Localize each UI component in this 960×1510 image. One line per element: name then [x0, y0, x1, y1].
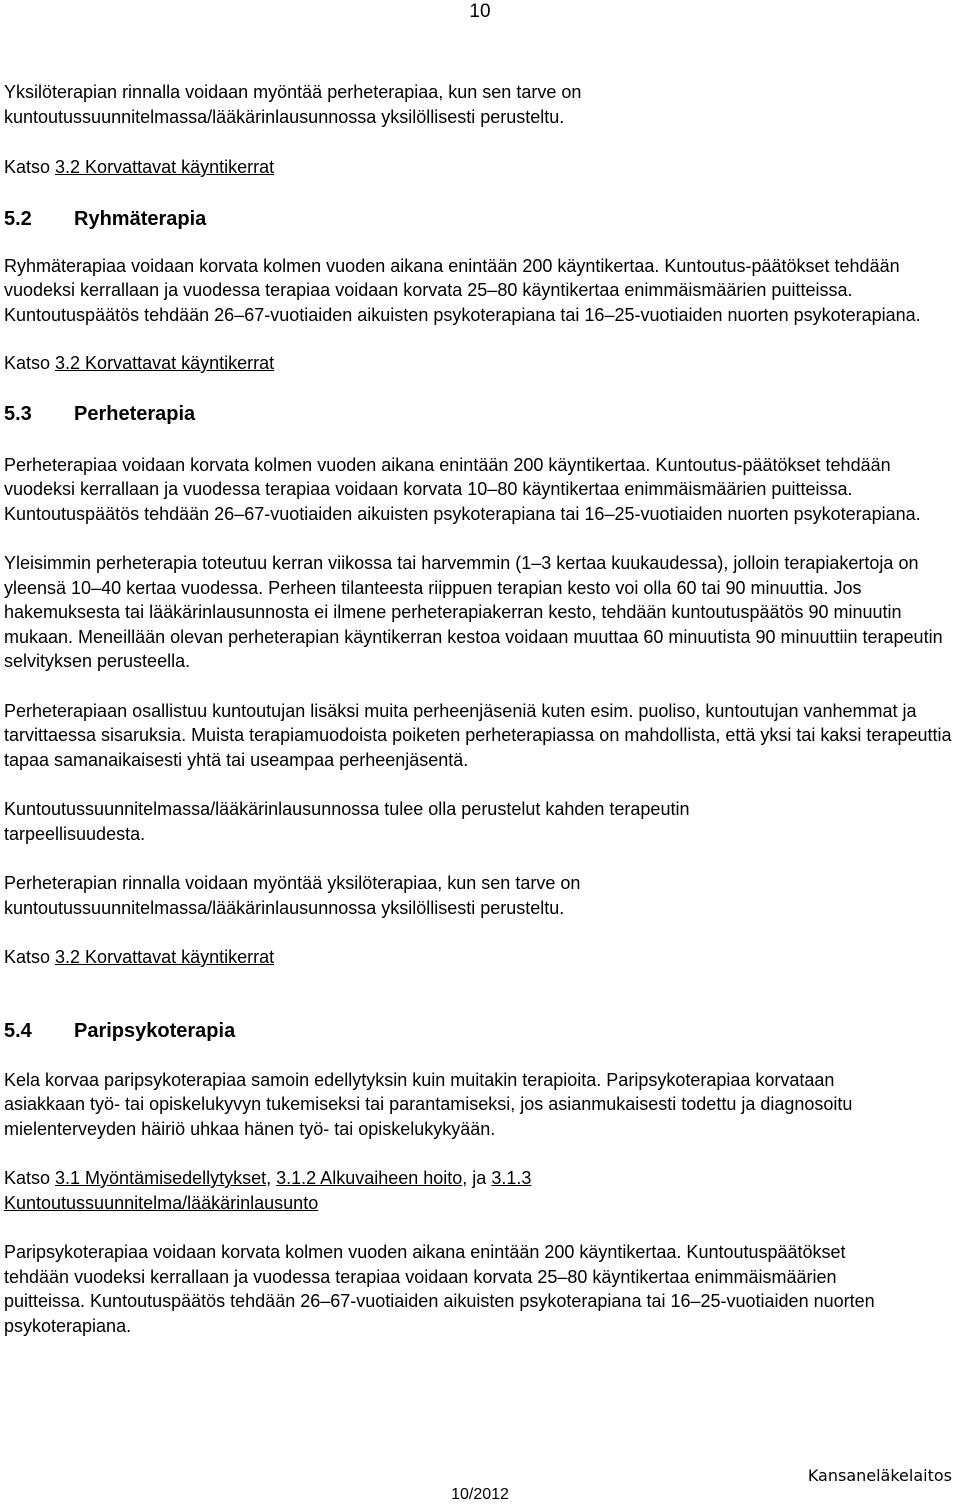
separator: , ja [462, 1168, 492, 1188]
section-heading-5-3 [4, 401, 956, 427]
footer-date: 10/2012 [451, 1486, 509, 1503]
see-prefix: Katso [4, 157, 56, 177]
section-number: 5.3 [4, 402, 32, 425]
s53-paragraph-1: Perheterapiaa voidaan korvata kolmen vuoden aikana enintään 200 käyntikertaa. Kuntoutus-päätökset tehdään vuodeksi kerrallaan ja vuodessa terapiaa voidaan korvata 10–80 käyntikertaa enimmäismäärien puitteissa. Kuntoutuspäätös tehdään 26–67-vuotiaiden aikuisten psykoterapiana tai 16–25-vuotiaiden nuorten psykoterapiana. [4, 454, 921, 524]
document-body [4, 80, 956, 1338]
section-title: Perheterapia [74, 402, 196, 425]
section-heading-5-2 [4, 206, 956, 232]
s52-paragraph: Ryhmäterapiaa voidaan korvata kolmen vuoden aikana enintään 200 käyntikertaa. Kuntoutus-päätökset tehdään vuodeksi kerrallaan ja vuodessa terapiaa voidaan korvata 25–80 käyntikertaa enimmäismäärien puitteissa. Kuntoutuspäätös tehdään 26–67-vuotiaiden aikuisten psykoterapiana tai 16–25-vuotiaiden nuorten psykoterapiana. [4, 255, 921, 325]
section-heading-5-4 [4, 1018, 956, 1044]
intro-paragraph: Yksilöterapian rinnalla voidaan myöntää perheterapiaa, kun sen tarve on kuntoutussuunnitelmassa/lääkärinlausunnossa yksilöllisesti perusteltu. [4, 82, 582, 127]
see-prefix: Katso [4, 1168, 56, 1188]
section-number: 5.4 [4, 1019, 32, 1042]
see-prefix: Katso [4, 947, 56, 967]
s53-paragraph-5: Perheterapian rinnalla voidaan myöntää yksilöterapiaa, kun sen tarve on kuntoutussuunnitelmassa/lääkärinlausunnossa yksilöllisesti perusteltu. [4, 873, 581, 918]
page-number: 10 [469, 1, 491, 22]
section-title: Paripsykoterapia [74, 1019, 236, 1042]
s53-paragraph-3: Perheterapiaan osallistuu kuntoutujan lisäksi muita perheenjäseniä kuten esim. puoliso, kuntoutujan vanhemmat ja tarvittaessa sisaruksia. Muista terapiamuodoista poiketen perheterapiassa on mahdollista, että yksi tai kaksi terapeuttia tapaa samanaikaisesti yhtä tai useampaa perheenjäsentä. [4, 700, 952, 770]
link-korvattavat-kayntikerrat[interactable]: 3.2 Korvattavat käyntikerrat [55, 947, 275, 967]
s54-paragraph-1: Kela korvaa paripsykoterapiaa samoin edellytyksin kuin muitakin terapioita. Paripsykoterapiaa korvataan asiakkaan työ- tai opiskelukyvyn tukemiseksi tai parantamiseksi, jos asianmukaisesti todettu ja diagnosoitu mielenterveyden häiriö uhkaa hänen työ- tai opiskelukykyään. [4, 1069, 853, 1139]
s53-see-also [4, 945, 956, 970]
separator: , [266, 1168, 277, 1188]
s53-paragraph-4: Kuntoutussuunnitelmassa/lääkärinlausunnossa tulee olla perustelut kahden terapeutin tarpeellisuudesta. [4, 799, 690, 844]
s52-see-also [4, 351, 956, 376]
section-number: 5.2 [4, 207, 32, 230]
link-myontamisedellytykset[interactable]: 3.1 Myöntämisedellytykset [55, 1168, 267, 1188]
link-korvattavat-kayntikerrat[interactable]: 3.2 Korvattavat käyntikerrat [55, 353, 275, 373]
link-alkuvaiheen-hoito[interactable]: 3.1.2 Alkuvaiheen hoito [276, 1168, 463, 1188]
link-korvattavat-kayntikerrat[interactable]: 3.2 Korvattavat käyntikerrat [55, 157, 275, 177]
s54-paragraph-2: Paripsykoterapiaa voidaan korvata kolmen vuoden aikana enintään 200 käyntikertaa. Kuntoutuspäätökset tehdään vuodeksi kerrallaan ja vuodessa terapiaa voidaan korvata 25–80 käyntikertaa enimmäismäärien puitteissa. Kuntoutuspäätös tehdään 26–67-vuotiaiden aikuisten psykoterapiana tai 16–25-vuotiaiden nuorten psykoterapiana. [4, 1242, 875, 1336]
see-prefix: Katso [4, 353, 56, 373]
intro-see-also [4, 155, 956, 180]
link-kuntoutussuunnitelma[interactable]: 3.1.3 Kuntoutussuunnitelma/lääkärinlausunto [4, 1168, 532, 1213]
s53-paragraph-2: Yleisimmin perheterapia toteutuu kerran viikossa tai harvemmin (1–3 kertaa kuukaudessa), jolloin terapiakertoja on yleensä 10–40 kertaa vuodessa. Perheen tilanteesta riippuen terapian kesto voi olla 60 tai 90 minuuttia. Jos hakemuksesta tai lääkärinlausunnosta ei ilmene perheterapiakerran kesto, tehdään kuntoutuspäätös 90 minuutin mukaan. Meneillään olevan perheterapian käyntikerran kestoa voidaan muuttaa 60 minuutista 90 minuuttiin terapeutin selvityksen perusteella. [4, 553, 943, 671]
section-title: Ryhmäterapia [74, 207, 207, 230]
footer-organization: Kansaneläkelaitos [807, 1466, 952, 1485]
s54-see-also [4, 1166, 704, 1215]
